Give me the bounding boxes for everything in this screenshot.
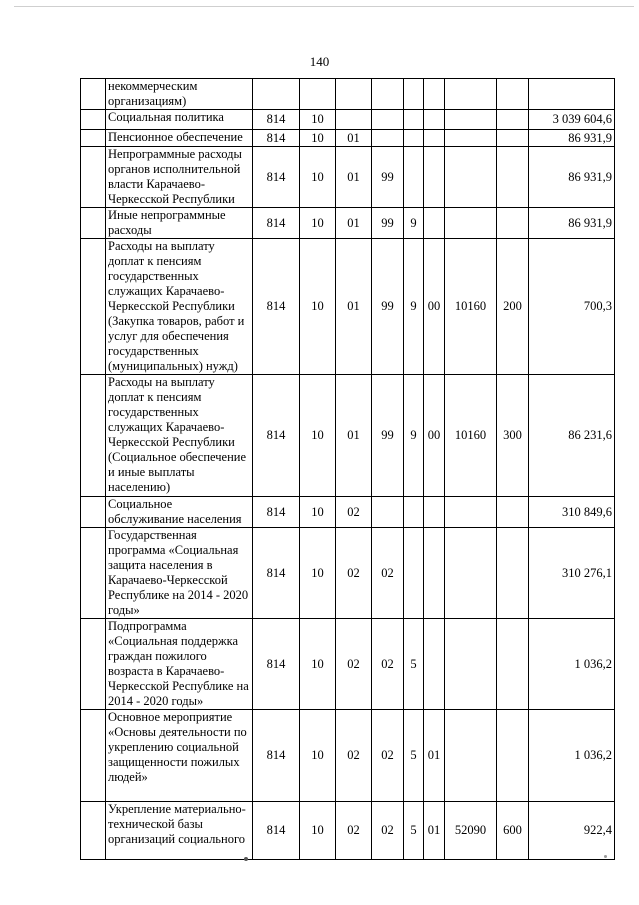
row-number-cell — [81, 619, 106, 710]
cell-section: 10 — [300, 208, 336, 239]
cell-expense-type — [497, 710, 529, 802]
cell-direction — [445, 79, 497, 110]
row-name: Непрограммные расходы органов исполнительной власти Карачаево-Черкесской Республики — [106, 147, 253, 208]
cell-event — [424, 208, 445, 239]
cell-expense-type — [497, 528, 529, 619]
cell-section: 10 — [300, 239, 336, 375]
row-name: Социальное обслуживание населения — [106, 497, 253, 528]
cell-program: 99 — [372, 147, 404, 208]
cell-subsection: 02 — [336, 619, 372, 710]
cell-subprogram — [404, 528, 424, 619]
row-name: некоммерческим организациям) — [106, 79, 253, 110]
row-number-cell — [81, 147, 106, 208]
cell-event — [424, 528, 445, 619]
table-row — [81, 110, 615, 130]
cell-direction — [445, 147, 497, 208]
cell-subprogram — [404, 79, 424, 110]
cell-subsection: 01 — [336, 375, 372, 497]
row-number-cell — [81, 497, 106, 528]
cell-subprogram — [404, 497, 424, 528]
cell-ministry: 814 — [253, 802, 300, 860]
cell-expense-type — [497, 619, 529, 710]
cell-event: 00 — [424, 375, 445, 497]
table-row — [81, 375, 615, 497]
cell-ministry: 814 — [253, 208, 300, 239]
cell-subsection: 02 — [336, 528, 372, 619]
row-number-cell — [81, 802, 106, 860]
cell-event: 01 — [424, 802, 445, 860]
row-number-cell — [81, 130, 106, 147]
row-name: Укрепление материально-технической базы организаций социального — [106, 802, 253, 860]
cell-section: 10 — [300, 375, 336, 497]
cell-expense-type — [497, 79, 529, 110]
cell-section: 10 — [300, 497, 336, 528]
row-number-cell — [81, 208, 106, 239]
cell-amount: 1 036,2 — [529, 710, 615, 802]
cell-subsection — [336, 110, 372, 130]
cell-subsection: 02 — [336, 710, 372, 802]
cell-ministry: 814 — [253, 710, 300, 802]
cell-section: 10 — [300, 147, 336, 208]
cell-program: 02 — [372, 528, 404, 619]
cell-subprogram: 5 — [404, 802, 424, 860]
cell-direction — [445, 110, 497, 130]
row-name: Пенсионное обеспечение — [106, 130, 253, 147]
cell-direction — [445, 528, 497, 619]
cell-program: 99 — [372, 239, 404, 375]
scan-edge-line — [14, 6, 634, 7]
cell-subsection — [336, 79, 372, 110]
cell-amount: 700,3 — [529, 239, 615, 375]
cell-subsection: 01 — [336, 239, 372, 375]
cell-amount — [529, 79, 615, 110]
cell-ministry — [253, 79, 300, 110]
cell-subprogram: 9 — [404, 208, 424, 239]
cell-amount: 1 036,2 — [529, 619, 615, 710]
cell-section — [300, 79, 336, 110]
cell-program — [372, 110, 404, 130]
cell-subsection: 01 — [336, 208, 372, 239]
row-number-cell — [81, 79, 106, 110]
cell-expense-type: 300 — [497, 375, 529, 497]
table-row — [81, 147, 615, 208]
table-row — [81, 802, 615, 860]
cell-expense-type — [497, 130, 529, 147]
cell-subprogram: 5 — [404, 619, 424, 710]
cell-direction — [445, 208, 497, 239]
cell-amount: 3 039 604,6 — [529, 110, 615, 130]
cell-subsection: 02 — [336, 802, 372, 860]
cell-subsection: 01 — [336, 147, 372, 208]
row-name: Расходы на выплату доплат к пенсиям государственных служащих Карачаево-Черкесской Республики (Социальное обеспечение и иные выплаты населению) — [106, 375, 253, 497]
cell-event — [424, 619, 445, 710]
cell-subsection: 01 — [336, 130, 372, 147]
row-number-cell — [81, 375, 106, 497]
cell-amount: 86 231,6 — [529, 375, 615, 497]
table-row — [81, 619, 615, 710]
row-number-cell — [81, 110, 106, 130]
cell-ministry: 814 — [253, 110, 300, 130]
cell-subprogram — [404, 147, 424, 208]
row-name: Подпрограмма «Социальная поддержка граждан пожилого возраста в Карачаево-Черкесской Республике на 2014 - 2020 годы» — [106, 619, 253, 710]
cell-amount: 86 931,9 — [529, 208, 615, 239]
cell-subprogram — [404, 110, 424, 130]
cell-section: 10 — [300, 802, 336, 860]
cell-subsection: 02 — [336, 497, 372, 528]
cell-direction: 10160 — [445, 239, 497, 375]
table-row — [81, 208, 615, 239]
cell-program — [372, 130, 404, 147]
cell-event — [424, 497, 445, 528]
cell-section: 10 — [300, 710, 336, 802]
cell-program — [372, 497, 404, 528]
cell-amount: 86 931,9 — [529, 130, 615, 147]
budget-table — [80, 78, 615, 860]
cell-program: 02 — [372, 802, 404, 860]
cell-expense-type — [497, 147, 529, 208]
cell-expense-type: 600 — [497, 802, 529, 860]
row-number-cell — [81, 528, 106, 619]
cell-amount: 86 931,9 — [529, 147, 615, 208]
cell-subprogram: 9 — [404, 239, 424, 375]
cell-expense-type — [497, 208, 529, 239]
cell-direction — [445, 619, 497, 710]
cell-ministry: 814 — [253, 619, 300, 710]
cell-expense-type — [497, 497, 529, 528]
row-name: Иные непрограммные расходы — [106, 208, 253, 239]
cell-amount: 310 276,1 — [529, 528, 615, 619]
cell-section: 10 — [300, 130, 336, 147]
scan-dot — [244, 857, 248, 861]
page-number: 140 — [309, 54, 330, 69]
row-number-cell — [81, 710, 106, 802]
table-row — [81, 130, 615, 147]
cell-program: 99 — [372, 375, 404, 497]
cell-direction — [445, 710, 497, 802]
cell-event — [424, 147, 445, 208]
table-row — [81, 497, 615, 528]
table-row — [81, 710, 615, 802]
table-row — [81, 79, 615, 110]
cell-event — [424, 110, 445, 130]
table-row — [81, 528, 615, 619]
cell-subprogram: 9 — [404, 375, 424, 497]
cell-program — [372, 79, 404, 110]
cell-section: 10 — [300, 528, 336, 619]
cell-direction: 10160 — [445, 375, 497, 497]
row-name: Государственная программа «Социальная защита населения в Карачаево-Черкесской Республике на 2014 - 2020 годы» — [106, 528, 253, 619]
cell-event — [424, 79, 445, 110]
row-name: Расходы на выплату доплат к пенсиям государственных служащих Карачаево-Черкесской Республики (Закупка товаров, работ и услуг для обеспечения государственных (муниципальных) нужд) — [106, 239, 253, 375]
cell-subprogram: 5 — [404, 710, 424, 802]
cell-program: 02 — [372, 710, 404, 802]
cell-event: 01 — [424, 710, 445, 802]
cell-event — [424, 130, 445, 147]
cell-expense-type — [497, 110, 529, 130]
row-name: Социальная политика — [106, 110, 253, 130]
cell-ministry: 814 — [253, 147, 300, 208]
cell-subprogram — [404, 130, 424, 147]
cell-amount: 310 849,6 — [529, 497, 615, 528]
cell-direction: 52090 — [445, 802, 497, 860]
cell-ministry: 814 — [253, 130, 300, 147]
cell-amount: 922,4 — [529, 802, 615, 860]
scan-dot — [604, 855, 607, 858]
cell-program: 02 — [372, 619, 404, 710]
row-name: Основное мероприятие «Основы деятельности по укреплению социальной защищенности пожилых людей» — [106, 710, 253, 802]
row-number-cell — [81, 239, 106, 375]
cell-ministry: 814 — [253, 375, 300, 497]
cell-ministry: 814 — [253, 497, 300, 528]
cell-section: 10 — [300, 110, 336, 130]
table-row — [81, 239, 615, 375]
cell-ministry: 814 — [253, 528, 300, 619]
cell-expense-type: 200 — [497, 239, 529, 375]
cell-event: 00 — [424, 239, 445, 375]
cell-ministry: 814 — [253, 239, 300, 375]
cell-section: 10 — [300, 619, 336, 710]
cell-direction — [445, 497, 497, 528]
cell-program: 99 — [372, 208, 404, 239]
cell-direction — [445, 130, 497, 147]
